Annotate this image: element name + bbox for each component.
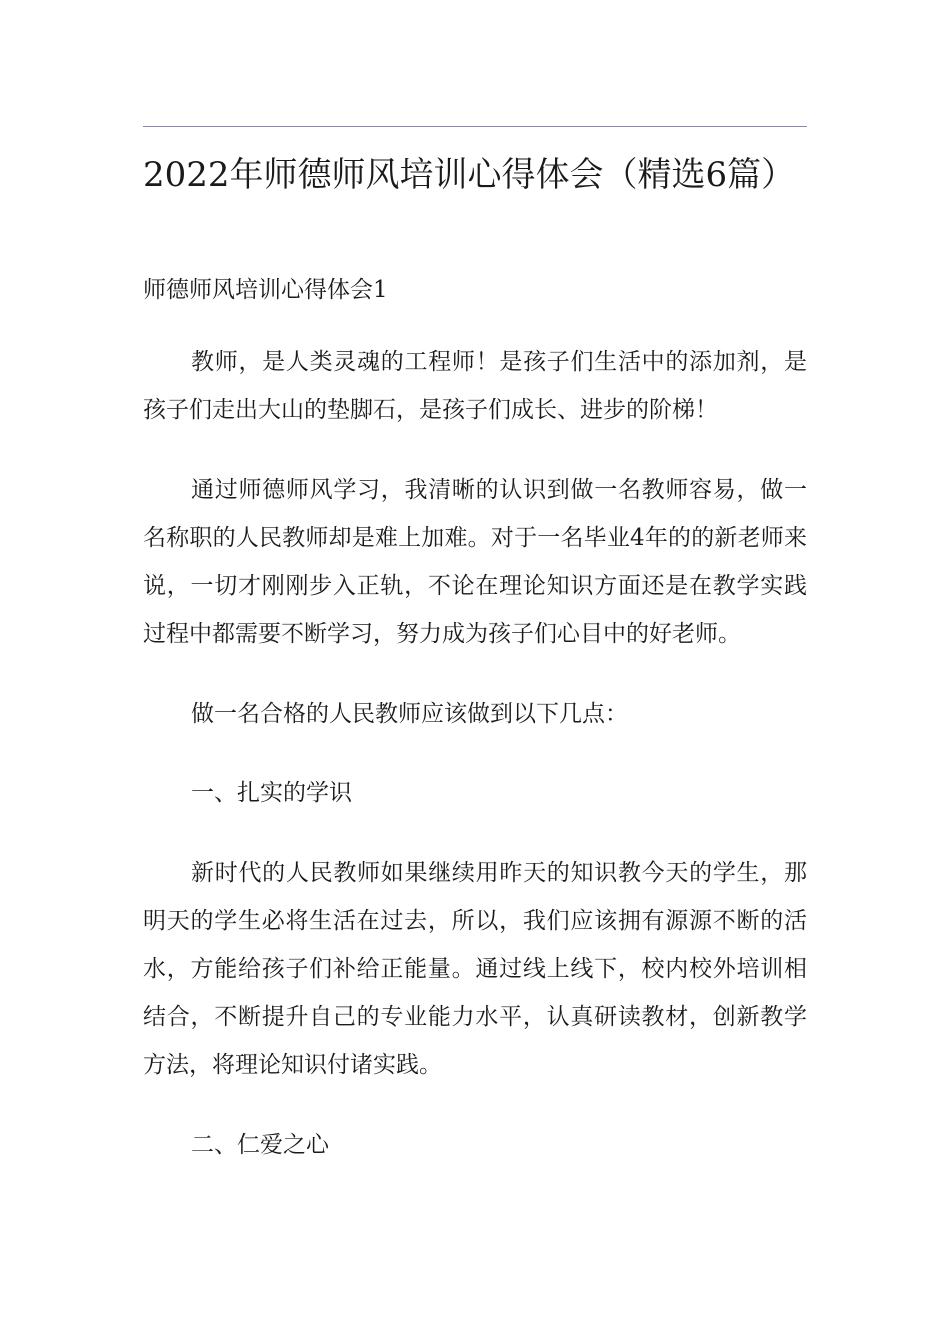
- paragraph-knowledge: 新时代的人民教师如果继续用昨天的知识教今天的学生，那明天的学生必将生活在过去，所以，我们应该拥有源源不断的活水，方能给孩子们补给正能量。通过线上线下，校内校外培训相结合，不断提升自己的专业能力水平，认真研读教材，创新教学方法，将理论知识付诸实践。: [143, 860, 807, 1078]
- document-title: 2022年师德师风培训心得体会（精选6篇）: [143, 155, 796, 195]
- header-rule: [143, 126, 807, 127]
- paragraph-points-intro: 做一名合格的人民教师应该做到以下几点：: [191, 701, 628, 727]
- paragraph-reflection: 通过师德师风学习，我清晰的认识到做一名教师容易，做一名称职的人民教师却是难上加难。对于一名毕业4年的的新老师来说，一切才刚刚步入正轨，不论在理论知识方面还是在教学实践过程中都需要不断学习，努力成为孩子们心目中的好老师。: [143, 477, 807, 647]
- subheading-benevolent-heart: 二、仁爱之心: [191, 1132, 329, 1158]
- section-heading: 师德师风培训心得体会1: [143, 277, 388, 303]
- subheading-solid-knowledge: 一、扎实的学识: [191, 780, 352, 806]
- paragraph-intro: 教师，是人类灵魂的工程师！是孩子们生活中的添加剂，是孩子们走出大山的垫脚石，是孩子们成长、进步的阶梯！: [143, 349, 807, 423]
- document-body: [143, 338, 807, 1201]
